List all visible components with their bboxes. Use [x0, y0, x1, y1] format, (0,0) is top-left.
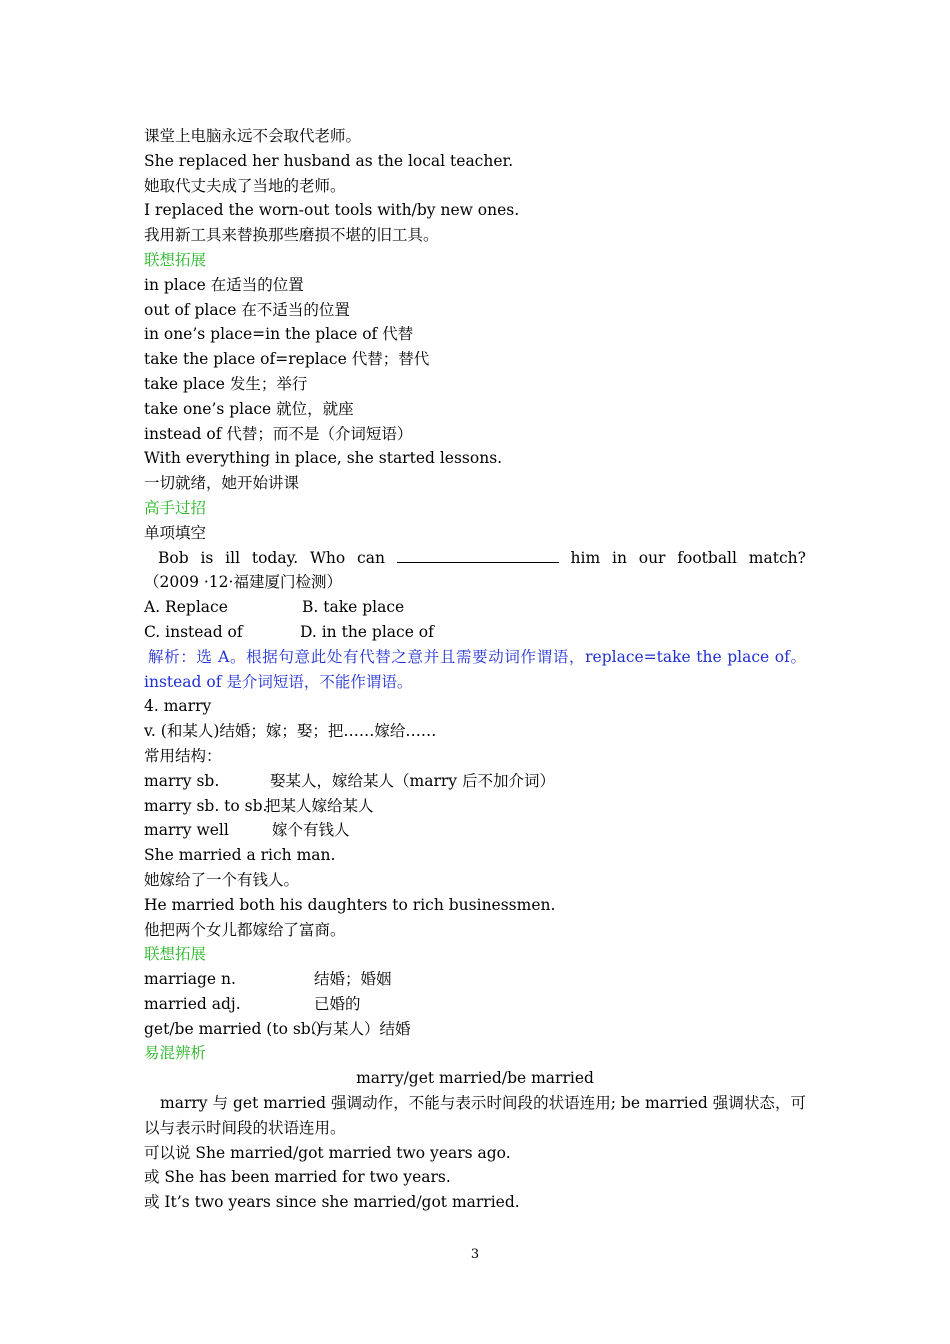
- page-number: 3: [470, 1247, 480, 1262]
- text-line: in one’s place=in the place of 代替: [144, 325, 414, 344]
- explanation-paragraph: marry 与 get married 强调动作，不能与表示时间段的状语连用; be married 强调状态，可以与表示时间段的状语连用。: [144, 1094, 806, 1137]
- extension-term: marriage n.: [144, 970, 236, 989]
- text-line: 常用结构：: [144, 746, 222, 765]
- section-heading: 联想拓展: [144, 250, 207, 269]
- text-line: I replaced the worn-out tools with/by new ones.: [144, 201, 520, 220]
- extension-term: married adj.: [144, 994, 241, 1013]
- extension-row: [144, 967, 806, 992]
- text-line: take place 发生；举行: [144, 374, 308, 393]
- question-word: him: [570, 548, 601, 567]
- extension-meaning: 结婚；婚姻: [314, 970, 392, 989]
- text-line: in place 在适当的位置: [144, 275, 304, 294]
- question-word: is: [200, 548, 214, 567]
- option-a: A. Replace: [144, 598, 228, 617]
- text-line: 她嫁给了一个有钱人。: [144, 870, 300, 889]
- text-line: 单项填空: [144, 523, 207, 542]
- text-line: 或 It’s two years since she married/got married.: [144, 1193, 520, 1212]
- text-line: 他把两个女儿都嫁给了富商。: [144, 920, 346, 939]
- question-word: can: [357, 548, 385, 567]
- structure-meaning: 把某人嫁给某人: [265, 796, 374, 815]
- extension-meaning: 已婚的: [314, 994, 361, 1013]
- text-line: 4. marry: [144, 697, 212, 716]
- structure-term: marry well: [144, 821, 229, 840]
- structure-term: marry sb.: [144, 771, 220, 790]
- section-heading: 易混辨析: [144, 1044, 207, 1063]
- structure-row: [144, 769, 806, 794]
- centered-title: marry/get married/be married: [356, 1069, 594, 1088]
- text-line: v. (和某人)结婚；嫁；娶；把……嫁给……: [144, 722, 437, 741]
- question-word: our: [638, 548, 666, 567]
- text-line: 她取代丈夫成了当地的老师。: [144, 176, 346, 195]
- structure-meaning: 娶某人，嫁给某人（marry 后不加介词）: [270, 771, 555, 790]
- question-source: （2009 ·12·福建厦门检测）: [144, 573, 342, 592]
- analysis-text: 解析：选 A。根据句意此处有代替之意并且需要动词作谓语，replace=take the place of。instead of 是介词短语，不能作谓语。: [144, 647, 806, 691]
- text-line: 课堂上电脑永远不会取代老师。: [144, 127, 362, 145]
- extension-meaning: （与某人）结婚: [302, 1019, 411, 1038]
- extension-row: [144, 1017, 806, 1042]
- text-line: 一切就绪，她开始讲课: [144, 474, 300, 493]
- structure-term: marry sb. to sb.: [144, 796, 268, 815]
- text-line: 可以说 She married/got married two years ago.: [144, 1143, 511, 1162]
- text-line: With everything in place, she started lessons.: [144, 449, 503, 468]
- text-line: take one’s place 就位，就座: [144, 399, 354, 418]
- text-line: instead of 代替；而不是（介词短语）: [144, 424, 413, 443]
- structure-row: [144, 794, 806, 819]
- text-line: out of place 在不适当的位置: [144, 300, 350, 319]
- extension-term: get/be married (to sb.): [144, 1019, 322, 1038]
- page-content: [144, 124, 806, 1215]
- question-word: football: [677, 548, 737, 567]
- text-line: 或 She has been married for two years.: [144, 1168, 451, 1187]
- section-heading: 联想拓展: [144, 945, 207, 964]
- structure-meaning: 嫁个有钱人: [272, 821, 350, 840]
- option-b: B. take place: [302, 598, 405, 617]
- question-word: in: [611, 548, 627, 567]
- text-line: She married a rich man.: [144, 846, 336, 865]
- question-word: Bob: [158, 548, 189, 567]
- question-line: [144, 546, 806, 571]
- section-heading: 高手过招: [144, 498, 207, 517]
- question-word: match?: [748, 548, 806, 567]
- text-line: He married both his daughters to rich businessmen.: [144, 895, 556, 914]
- options-row: [144, 620, 806, 645]
- option-c: C. instead of: [144, 622, 243, 641]
- answer-blank: [397, 548, 559, 563]
- extension-row: [144, 992, 806, 1017]
- text-line: She replaced her husband as the local teacher.: [144, 151, 514, 170]
- question-word: Who: [310, 548, 346, 567]
- text-line: take the place of=replace 代替；替代: [144, 350, 430, 369]
- options-row: [144, 595, 806, 620]
- text-line: 我用新工具来替换那些磨损不堪的旧工具。: [144, 226, 439, 245]
- question-word: today.: [251, 548, 299, 567]
- question-word: ill: [225, 548, 241, 567]
- option-d: D. in the place of: [300, 622, 434, 641]
- structure-row: [144, 818, 806, 843]
